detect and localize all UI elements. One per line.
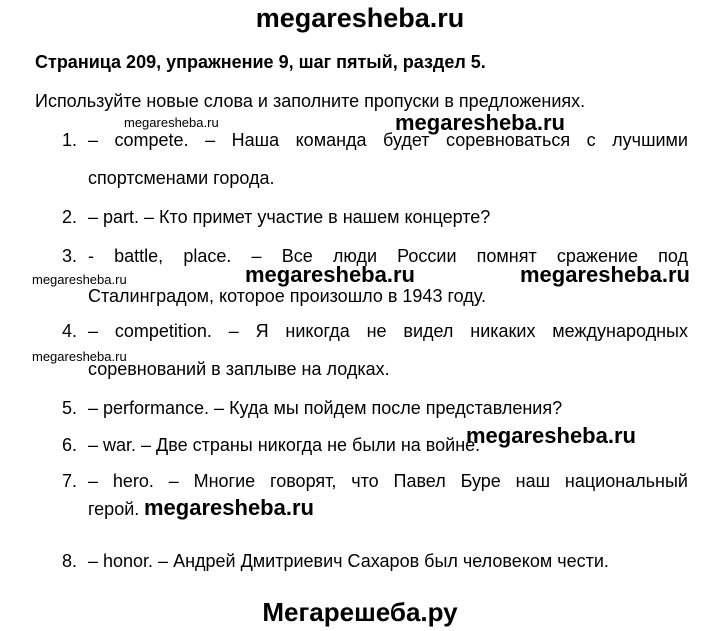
item-text-line1: – part. – Кто примет участие в нашем концерте? — [88, 207, 491, 227]
item-number: 2. — [62, 207, 78, 227]
item-number: 7. — [62, 471, 78, 491]
item-number: 8. — [62, 551, 78, 571]
watermark: megaresheba.ru — [124, 115, 219, 130]
list-item-1 — [62, 128, 688, 190]
item-text-line1: - battle, place. – Все люди России помнят сражение под — [88, 246, 688, 266]
watermark: megaresheba.ru — [245, 262, 415, 287]
item-text-line2: спортсменами города. — [88, 168, 275, 188]
item-number: 6. — [62, 435, 78, 455]
item-text-line2: соревнований в заплыве на лодках. — [88, 359, 390, 379]
watermark: megaresheba.ru — [32, 272, 127, 287]
item-text-line1: – performance. – Куда мы пойдем после представления? — [88, 398, 563, 418]
watermark: megaresheba.ru — [32, 349, 127, 364]
watermark: megaresheba.ru — [144, 495, 314, 520]
item-number: 4. — [62, 321, 78, 341]
item-number: 1. — [62, 130, 78, 150]
site-title: megaresheba.ru — [255, 3, 465, 33]
footer-brand: Мегарешеба.ру — [262, 597, 458, 627]
item-number: 5. — [62, 398, 78, 418]
instructions: Используйте новые слова и заполните пропуски в предложениях. — [35, 91, 586, 111]
list-item-8 — [62, 549, 688, 573]
watermark: megaresheba.ru — [520, 262, 690, 287]
watermark: megaresheba.ru — [395, 110, 565, 135]
item-number: 3. — [62, 246, 78, 266]
item-text-line1: – competition. – Я никогда не видел никаких международных — [88, 321, 688, 341]
list-item-2 — [62, 205, 688, 229]
list-item-5 — [62, 396, 688, 420]
item-text-line1: – compete. – Наша команда будет соревноваться с лучшими — [88, 130, 688, 150]
list-item-4 — [62, 319, 688, 381]
page-heading: Страница 209, упражнение 9, шаг пятый, раздел 5. — [35, 52, 486, 72]
watermark: megaresheba.ru — [466, 423, 636, 448]
item-text-line2: герой. — [88, 499, 140, 519]
item-text-line2: Сталинградом, которое произошло в 1943 году. — [88, 286, 486, 306]
item-text-line1: – hero. – Многие говорят, что Павел Буре наш национальный — [88, 471, 688, 491]
item-text-line1: – honor. – Андрей Дмитриевич Сахаров был человеком чести. — [88, 551, 609, 571]
item-text-line1: – war. – Две страны никогда не были на войне. — [88, 435, 481, 455]
